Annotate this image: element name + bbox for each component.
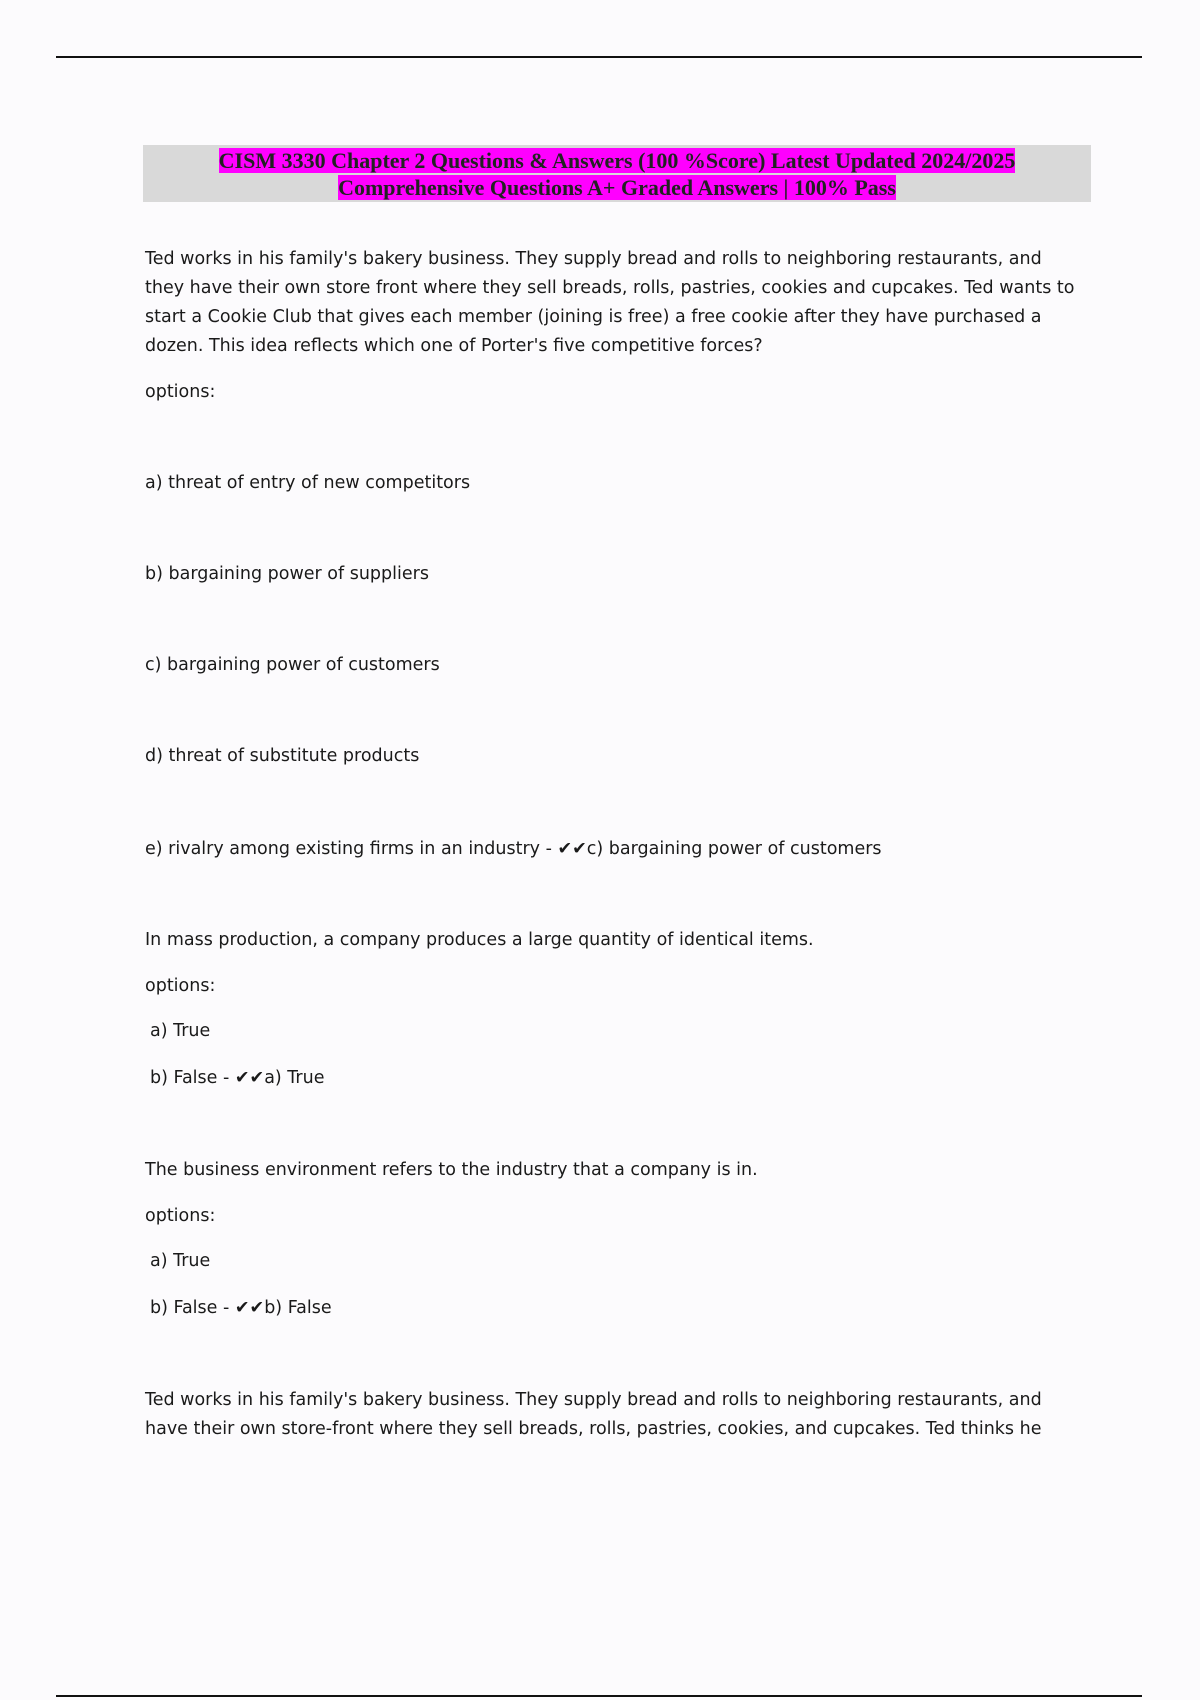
top-rule (56, 56, 1142, 58)
question-2-text: In mass production, a company produces a large quantity of identical items. (145, 930, 814, 950)
question-1-option-e-answer: e) rivalry among existing firms in an industry - ✔✔c) bargaining power of customers (145, 839, 882, 859)
question-3-option-b-answer: b) False - ✔✔b) False (150, 1298, 332, 1318)
question-1-text: Ted works in his family's bakery business. They supply bread and rolls to neighboring restaurants, and they have their own store front where they sell breads, rolls, pastries, cookies and cupcakes. Ted wants to start a Cookie Club that gives each member (joining is free) a free cookie after they have purchased a dozen. This idea reflects which one of Porter's five competitive forces? (145, 249, 1075, 356)
question-3-text: The business environment refers to the industry that a company is in. (145, 1160, 758, 1180)
question-1-option-b: b) bargaining power of suppliers (145, 564, 429, 584)
question-1-option-a: a) threat of entry of new competitors (145, 473, 471, 493)
question-1-option-d: d) threat of substitute products (145, 746, 420, 766)
title-line-1: CISM 3330 Chapter 2 Questions & Answers (100 %Score) Latest Updated 2024/2025 (218, 148, 1016, 173)
question-1-option-c: c) bargaining power of customers (145, 655, 440, 675)
question-4-text: Ted works in his family's bakery business. They supply bread and rolls to neighboring restaurants, and have their own store-front where they sell breads, rolls, pastries, cookies, and cupcakes. Ted thinks he (145, 1390, 1042, 1439)
title-line-2: Comprehensive Questions A+ Graded Answers | 100% Pass (338, 175, 896, 200)
question-2-options-label: options: (145, 976, 216, 996)
question-1-options-label: options: (145, 382, 216, 402)
question-2-option-a: a) True (150, 1021, 211, 1041)
question-3-options-label: options: (145, 1206, 216, 1226)
bottom-rule (56, 1695, 1142, 1697)
document-title (143, 145, 1091, 202)
question-2-option-b-answer: b) False - ✔✔a) True (150, 1068, 325, 1088)
question-3-option-a: a) True (150, 1251, 211, 1271)
